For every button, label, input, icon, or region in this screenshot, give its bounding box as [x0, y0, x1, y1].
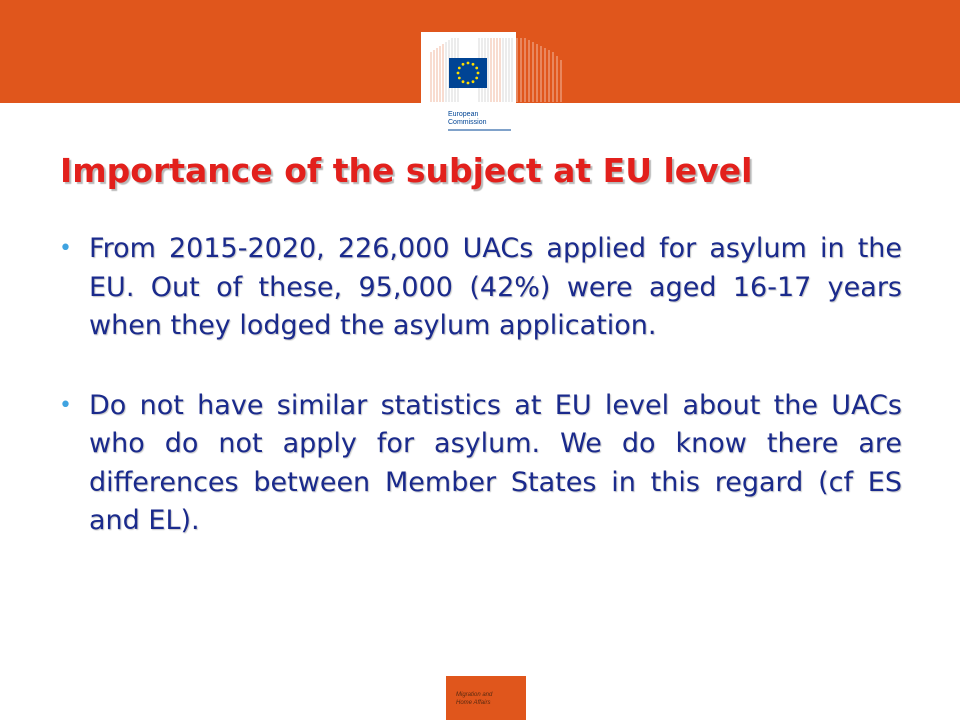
- european-commission-logo: [421, 32, 565, 136]
- bullet-list: [59, 230, 902, 582]
- slide-title: Importance of the subject at EU level: [60, 151, 753, 190]
- logo-text: [448, 111, 487, 127]
- logo-text-line2: Commission: [448, 119, 487, 126]
- bullet-icon: •: [59, 392, 72, 418]
- footer-line2: Home Affairs: [456, 700, 491, 706]
- footer-line1: Migration and: [456, 692, 493, 698]
- bullet-item: [59, 387, 902, 541]
- footer-dg-label: [456, 691, 492, 707]
- logo-text-line1: European: [448, 111, 479, 118]
- bullet-text: Do not have similar statistics at EU level about the UACs who do not apply for asylum. We do know there are differences between Member States in this regard (cf ES and EL).: [89, 389, 902, 536]
- berlaymont-building-icon: [421, 32, 565, 136]
- bullet-icon: •: [59, 236, 72, 261]
- bullet-text: From 2015-2020, 226,000 UACs applied for asylum in the EU. Out of these, 95,000 (42%) were aged 16-17 years when they lodged the asylum application.: [89, 233, 902, 341]
- footer-tag: [446, 676, 526, 720]
- bullet-item: [59, 230, 902, 346]
